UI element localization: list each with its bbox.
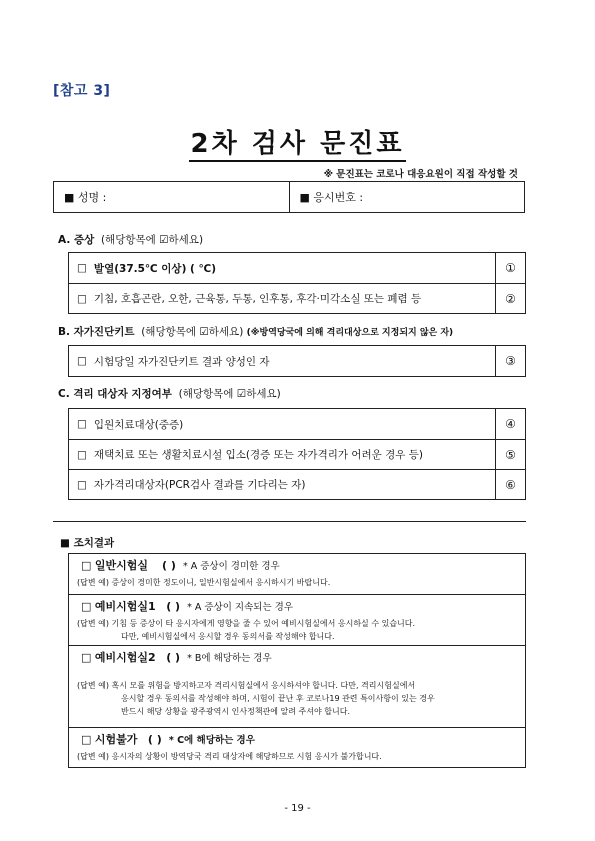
- result-name: 시험불가: [94, 733, 138, 746]
- result-name: 예비시험실2: [94, 651, 156, 664]
- instruction-note: ※ 문진표는 코로나 대응요원이 직접 작성할 것: [323, 169, 518, 180]
- result-answer: [73, 576, 517, 589]
- section-c-title: C. 격리 대상자 지정여부: [58, 388, 172, 400]
- exam-number-field[interactable]: ■ 응시번호 :: [289, 182, 525, 212]
- result-name: 일반시험실: [94, 559, 149, 572]
- checkbox-icon[interactable]: □: [77, 448, 87, 461]
- result-reserve-room-1: [69, 594, 525, 645]
- result-exam-not-allowed: [69, 727, 525, 767]
- results-table: [68, 553, 526, 768]
- symptom-row-cough: [69, 283, 525, 313]
- result-condition: * C에 해당하는 경우: [168, 735, 255, 746]
- symptom-text: 발열(37.5℃ 이상) ( ℃): [93, 262, 216, 275]
- result-condition: * B에 해당하는 경우: [187, 653, 272, 664]
- section-c-table: [68, 408, 526, 500]
- section-a-heading: [58, 232, 203, 247]
- applicant-info-box: [53, 181, 525, 213]
- selftest-row: [69, 346, 525, 376]
- result-option[interactable]: [73, 557, 517, 573]
- checkbox-icon[interactable]: □: [81, 733, 92, 746]
- answer-line: 다만, 예비시험실에서 응시할 경우 동의서를 작성해야 합니다.: [121, 632, 335, 641]
- answer-line: (답변 예) 기침 등 증상이 타 응시자에게 영향을 줄 수 있어 예비시험실에서 응시하실 수 있습니다.: [77, 619, 416, 628]
- quarantine-item[interactable]: [69, 409, 495, 439]
- quarantine-row: [69, 409, 525, 439]
- result-general-room: [69, 554, 525, 594]
- item-number: ②: [495, 284, 525, 313]
- quarantine-text: 재택치료 또는 생활치료시설 입소(경증 또는 자가격리가 어려운 경우 등): [93, 449, 423, 461]
- page-title-text: 2차 검사 문진표: [189, 129, 407, 162]
- answer-line: 응시할 경우 동의서를 작성해야 하며, 시험이 끝난 후 코로나19 관련 특이사항이 있는 경우: [121, 694, 435, 703]
- section-a-title: A. 증상: [58, 234, 95, 246]
- result-answer: [73, 617, 517, 643]
- item-number: ①: [495, 253, 525, 283]
- results-title: ■ 조치결과: [60, 537, 115, 549]
- checkbox-icon[interactable]: □: [77, 292, 87, 305]
- result-answer: [73, 679, 517, 718]
- section-divider: [53, 521, 526, 522]
- result-blank[interactable]: ( ): [147, 733, 162, 746]
- quarantine-text: 자가격리대상자(PCR검사 결과를 기다리는 자): [93, 479, 306, 491]
- item-number: ⑥: [495, 470, 525, 499]
- section-b-note: (※방역당국에 의해 격리대상으로 지정되지 않은 자): [246, 328, 454, 338]
- checkbox-icon[interactable]: □: [77, 478, 87, 491]
- checkbox-icon[interactable]: □: [81, 559, 92, 572]
- symptom-row-fever: [69, 253, 525, 283]
- result-blank[interactable]: ( ): [166, 600, 181, 613]
- quarantine-row: [69, 469, 525, 499]
- result-reserve-room-2: [69, 645, 525, 727]
- section-b-title: B. 자가진단키트: [58, 326, 135, 338]
- section-c-hint: (해당항목에 ☑하세요): [178, 388, 281, 400]
- page-number: - 19 -: [284, 803, 311, 814]
- selftest-text: 시험당일 자가진단키트 결과 양성인 자: [93, 355, 270, 368]
- checkbox-icon[interactable]: □: [81, 651, 92, 664]
- checkbox-icon[interactable]: □: [81, 600, 92, 613]
- checkbox-icon[interactable]: □: [77, 262, 87, 274]
- section-b-table: [68, 345, 526, 377]
- result-blank[interactable]: ( ): [162, 559, 176, 572]
- result-condition: * A 증상이 경미한 경우: [182, 561, 280, 572]
- checkbox-icon[interactable]: □: [77, 355, 87, 367]
- result-option[interactable]: [73, 649, 517, 665]
- name-field[interactable]: ■ 성명 :: [64, 191, 107, 204]
- item-number: ⑤: [495, 440, 525, 469]
- answer-line: (답변 예) 혹시 모를 위험을 방지하고자 격리시험실에서 응시하셔야 합니다. 다만, 격리시험실에서: [77, 681, 416, 690]
- quarantine-text: 입원치료대상(중증): [93, 418, 184, 431]
- checkbox-icon[interactable]: □: [77, 418, 87, 430]
- quarantine-item[interactable]: [69, 470, 495, 499]
- result-blank[interactable]: ( ): [166, 651, 181, 664]
- result-option[interactable]: [73, 598, 517, 614]
- selftest-item[interactable]: [69, 346, 495, 376]
- result-name: 예비시험실1: [94, 600, 156, 613]
- section-a-hint: (해당항목에 ☑하세요): [100, 234, 204, 246]
- symptom-item[interactable]: [69, 253, 495, 283]
- section-b-heading: [58, 324, 453, 339]
- answer-line: 반드시 해당 상황을 광주광역시 인사정책관에 알려 주셔야 합니다.: [121, 707, 350, 716]
- item-number: ④: [495, 409, 525, 439]
- item-number: ③: [495, 346, 525, 376]
- symptom-text: 기침, 호흡곤란, 오한, 근육통, 두통, 인후통, 후각·미각소실 또는 폐렴 등: [93, 293, 422, 305]
- section-a-table: [68, 252, 526, 314]
- page-title: [0, 123, 595, 160]
- answer-line: (답변 예) 응시자의 상황이 방역당국 격리 대상자에 해당하므로 시험 응시가 불가합니다.: [77, 752, 382, 761]
- quarantine-row: [69, 439, 525, 469]
- section-c-heading: [58, 386, 281, 401]
- section-b-hint: (해당항목에 ☑하세요): [141, 326, 244, 338]
- result-option[interactable]: [73, 731, 517, 747]
- reference-label: [참고 3]: [53, 83, 111, 99]
- result-condition: * A 증상이 지속되는 경우: [187, 602, 294, 613]
- answer-line: (답변 예) 증상이 경미한 정도이니, 일반시험실에서 응시하시기 바랍니다.: [77, 578, 331, 587]
- result-answer: [73, 750, 517, 763]
- quarantine-item[interactable]: [69, 440, 495, 469]
- symptom-item[interactable]: [69, 284, 495, 313]
